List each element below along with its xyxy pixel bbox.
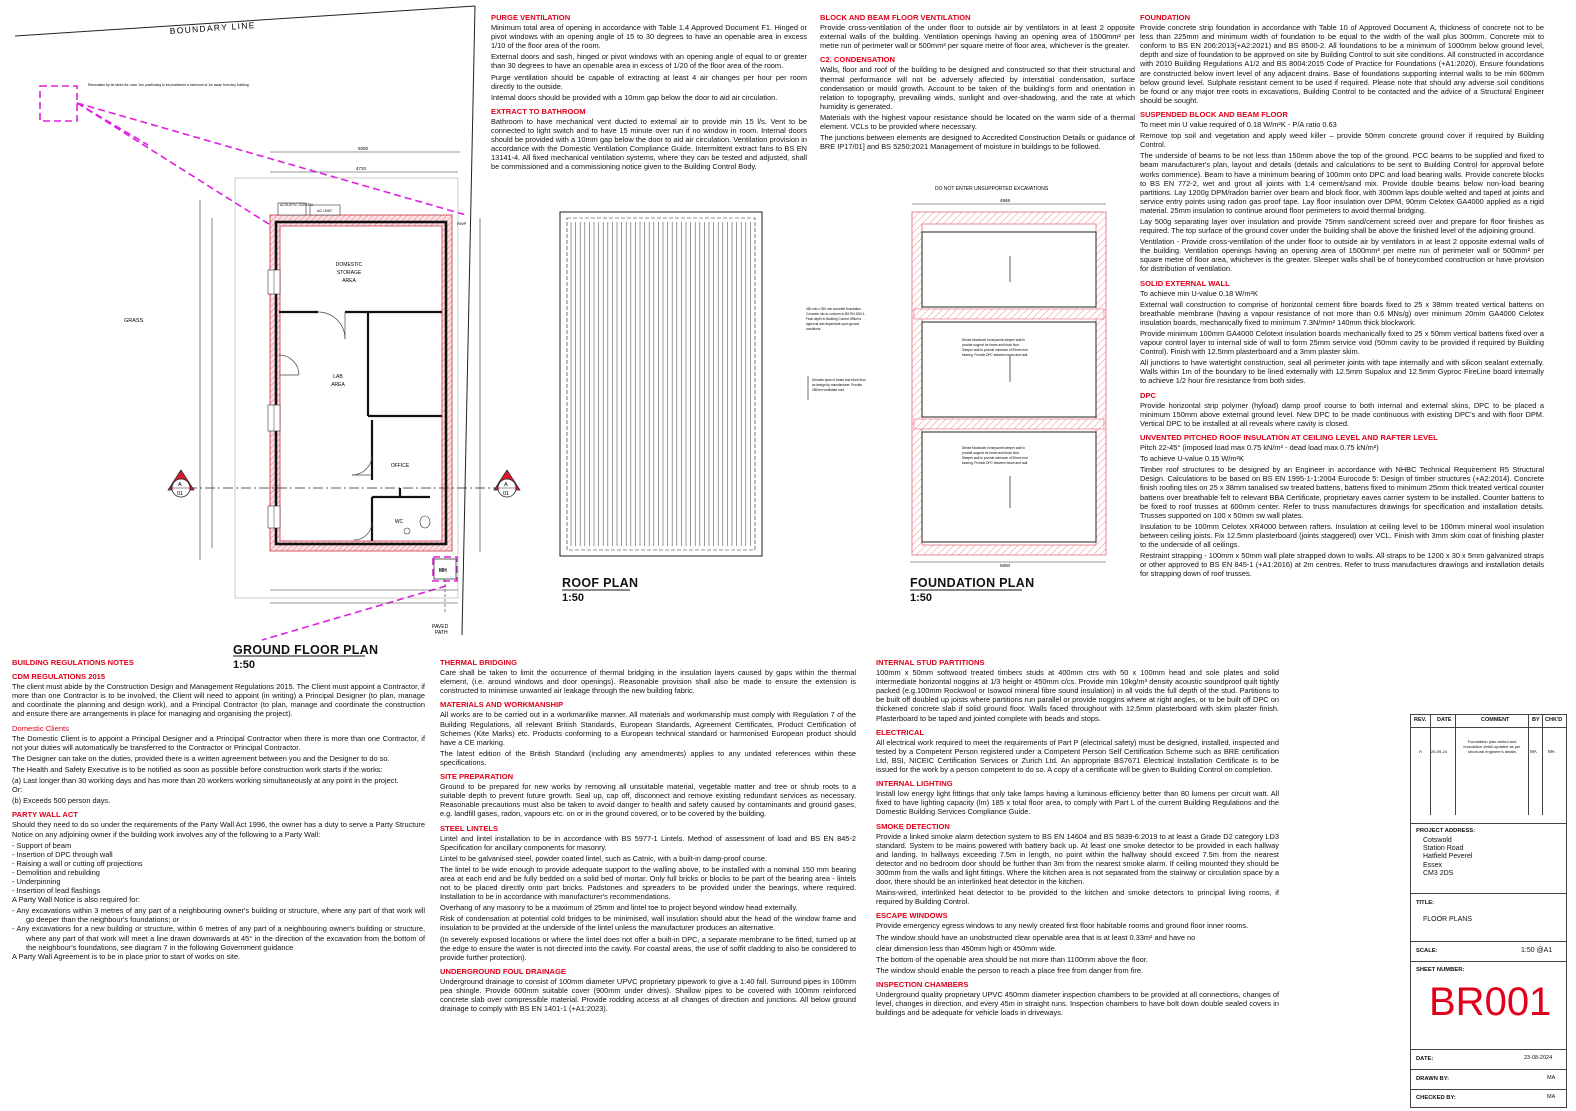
svg-text:provide support for beam and b: provide support for beam and block floor. [962,451,1020,455]
roof-plan-title: ROOF PLAN [562,576,639,590]
do-not-enter-note: DO NOT ENTER UNSUPPORTED EXCAVATIONS [935,186,1049,192]
sleeper-wall-note-1: Dense blockwork honeycomb sleeper wall to [962,338,1025,342]
note-paragraph: Or: [12,785,23,795]
room-storage-label-3: AREA [342,278,356,284]
ground-floor-plan-scale: 1:50 [233,659,256,671]
section-heading: PARTY WALL ACT [12,810,78,820]
note-paragraph: Internal doors should be provided with a 10mm gap below the door to aid air circulation. [491,92,778,102]
scale-value: 1:50 @A1 [1521,947,1553,954]
section-heading: SUSPENDED BLOCK AND BEAM FLOOR [1140,109,1288,119]
section-heading: ELECTRICAL [876,727,925,737]
svg-text:Final depth to Building Contro: Final depth to Building Control Officer's [806,317,862,321]
section-heading: UNDERGROUND FOUL DRAINAGE [440,966,567,976]
section-heading: DPC [1140,390,1157,400]
note-paragraph: Purge ventilation should be capable of extracting at least 4 air changes per hour per room directly to the outside. [491,72,807,91]
note-paragraph: Walls, floor and roof of the building to be designed and constructed so that their structural and thermal performance will not be adversely affected by interstitial condensation, surface condensation or mould growth. Account to be taken of the building's form and orientation in relation to topography, prevailing winds, sunlight and over-shadowing, and the rate at which humidity is generated. [820,65,1135,111]
section-heading: INTERNAL STUD PARTITIONS [876,658,985,667]
note-paragraph: Lay 500g separating layer over insulation and provide 75mm sand/cement screed over and prepare for floor finishes as required. The top surface of the ground cover under the building shall be above the finished level of the adjoining ground. [1140,216,1544,236]
svg-text:conditions: conditions [806,327,821,331]
note-paragraph: Underground quality proprietary UPVC 450mm diameter inspection chambers to be provided at all connections, changes of level, changes in direction, and every 45m in straight runs. Inspection chambers to have bolt down double sealed covers in buildings and be adequate for vehicle loads in driveways. [876,990,1279,1018]
note-paragraph: - Raising a wall or cutting off projections [12,858,143,868]
note-paragraph: Provide a linked smoke alarm detection system to BS EN 14604 and BS 5839-6:2019 to at least a Grade D2 category LD3 standard. System to be mains powered with battery back up. At least one smoke detector to be provided in each hallway and landing. In hallways exceeding 7.5m in length, no point within the hallway should exceed 7.5m from the nearest detector and no bedroom door should be further than 3m from the nearest smoke alarm. If ceiling mounted they should be 300mm from the walls and light fittings. Where the kitchen area is not separated from the stairway or circulation space by a door, there should be an interlinked heat detector in the kitchen. [876,831,1279,887]
section-heading: BLOCK AND BEAM FLOOR VENTILATION [820,13,971,22]
note-paragraph: Insulation to be 100mm Celotex XR4000 between rafters. Insulation at ceiling level to be 100mm mineral wool insulation between ceiling joists. Fix 12.5mm plasterboard (joints staggered) over VCL. Finish with 3mm skim coat of finishing plaster to the underside of all ceilings. [1140,521,1544,549]
roof-plan-scale: 1:50 [562,592,585,604]
note-paragraph: The bottom of the openable area should be not more than 1100mm above the floor. [876,954,1148,964]
project-address [1423,837,1472,878]
ground-floor-plan-title: GROUND FLOOR PLAN [233,643,379,657]
dim-found-width: 4868 [1000,198,1011,203]
section-heading: C2. CONDENSATION [820,55,895,65]
foundation-plan-scale: 1:50 [910,592,933,604]
note-paragraph: Provide horizontal strip polymer (hyload) damp proof course to both internal and external skins, DPC to be placed a minimum 150mm above external ground level. New DPC to be made continuous with existing DPC's and with floor DPM. Vertical DPC to be installed at all reveals where cavity is closed. [1140,400,1544,428]
rev-date: 25-09-24 [1431,749,1448,754]
note-paragraph: The Health and Safety Executive is to be notified as soon as possible before construction work starts if the works: [12,764,383,774]
svg-text:01: 01 [177,491,184,497]
drawing-title: FLOOR PLANS [1423,916,1473,923]
sheet-number: BR001 [1429,980,1552,1024]
section-heading: SITE PREPARATION [440,772,514,782]
note-paragraph: The Designer can take on the duties, provided there is a written agreement between you and the Designer to do so. [12,753,390,763]
note-paragraph: To achieve U-value 0.15 W/m²K [1140,454,1244,464]
ac-unit-label: AC UNIT [317,209,333,213]
note-paragraph: Remove top soil and vegetation and apply weed killer – provide 50mm concrete ground cover if required by Building Control. [1140,131,1544,150]
address-line: Station Road [1423,845,1464,853]
section-heading: BUILDING REGULATIONS NOTES [12,658,134,667]
section-heading: Domestic Clients [12,723,69,733]
date-value: 23-08-2024 [1524,1055,1553,1061]
grass-label: GRASS [124,318,144,324]
note-paragraph: Restraint strapping - 100mm x 50mm wall plate strapped down to walls. All straps to be 1200 x 30 x 5mm galvanized straps or other approved to BS EN 845-1 (+A1:2016) at 2m centres. Refer to truss manufactures drawings and installation details for strapping down of roof trusses. [1140,551,1544,579]
svg-text:bearing. Provide DPC between b: bearing. Provide DPC between beam and wall. [962,353,1029,357]
svg-text:A: A [178,482,182,488]
rev-comment: Foundation plan added and foundation detail updated as per structural engineer's details [1463,739,1521,754]
note-paragraph: Risk of condensation at potential cold bridges to be minimised, wall insulation should abut the head of the window frame and insulation to be provided at the underside of the lintel unless the manufacturer produces an alternative. [440,914,856,933]
date-label: DATE: [1416,1056,1434,1062]
room-lab-label: LAB [333,374,343,380]
address-line: Cotswold [1423,837,1452,844]
section-heading: INTERNAL LIGHTING [876,779,953,789]
note-paragraph: Ground to be prepared for new works by removing all unsuitable material, vegetable matter and tree or shrub roots to a suitable depth to prevent future growth. Seal up, cap off, disconnect and remove existing redundant services as necessary. Reasonable precautions must also be taken to avoid danger to health and safety caused by contaminants and ground gases, e.g. landfill gases, radon, vapours etc. on or in the ground covered, or to be covered by the building. [440,782,856,819]
manhole-label: MH [439,568,447,574]
title-block [1410,714,1567,1108]
checked-by-label: CHECKED BY: [1416,1095,1456,1101]
section-heading: UNVENTED PITCHED ROOF INSULATION AT CEILING LEVEL AND RAFTER LEVEL [1140,432,1438,442]
note-paragraph: Pitch 22-45° (imposed load max 0.75 kN/m² - dead load max 0.75 kN/m²) [1140,443,1379,453]
svg-text:01: 01 [503,491,510,497]
rev-header-rev: REV. [1414,717,1427,723]
foundation-plan [806,186,1106,590]
dim-overall: 5000 [358,146,369,151]
note-paragraph: A Party Wall Notice is also required for: [12,895,140,905]
ground-floor-plan [124,146,520,656]
note-paragraph: Care shall be taken to limit the occurrence of thermal bridging in the insulation layers caused by gaps within the thermal element, (i.e. around windows and door openings). Reasonable provision shall also be made to ensure the extension is constructed to minimise unwanted air leakage through the new building fabric. [440,668,856,696]
note-paragraph: - Demolition and rebuilding [12,867,100,877]
roof-plan [560,212,762,590]
paved-path-label-2: PATH [435,630,448,636]
paved-path-label: PAVED [432,624,449,630]
sheet-number-label: SHEET NUMBER: [1416,967,1465,973]
note-paragraph: Underground drainage to consist of 100mm diameter UPVC proprietary pipework to give a 1:40 fall. Surround pipes in 100mm pea shingle. Provide 600mm suitable cover (900mm under drives). Shallow pipes to be covered with 100mm reinforced concrete slab over compressible material. Provide rodding access at all changes of direction and junctions. All below ground drainage to comply with BS EN 1401-1 (+A1:2023). [440,976,856,1014]
note-paragraph: All electrical work required to meet the requirements of Part P (electrical safety) must be designed, installed, inspected and tested by a Competent Person registered under a Competent Person Self Certification Scheme such as BRE certification Ltd, BSI, NICEIC Certification Services or Zurich Ltd. An appropriate BS7671 Electrical Installation Certificate is to be issued for the work by a person competent to do so. A copy of a certificate will be given to Building Control on completion. [876,737,1279,775]
note-paragraph: Lintel to be galvanised steel, powder coated lintel, such as Catnic, with a built-in damp-proof course. [440,853,768,863]
note-paragraph: Provide minimum 100mm GA4000 Celotext insulation boards mechanically fixed to 25 x 50mm vertical battens fixed over a vapour control layer to internal side of wall to form 25mm service void (50mm cavity to be provided if required by Building Control). Finish with 12.5mm plasterboard and a 3mm plaster skim. [1140,329,1544,357]
note-paragraph: clear dimension less than 450mm high or 450mm wide. [876,943,1057,953]
svg-text:provide support for beam and b: provide support for beam and block floor. [962,343,1020,347]
notes-building-regs [12,653,425,963]
drawn-by-label: DRAWN BY: [1416,1076,1450,1082]
section-heading: MATERIALS AND WORKMANSHIP [440,700,564,710]
room-storage-label: DOMESTIC [335,262,363,268]
room-lab-label-2: AREA [331,382,345,388]
section-heading: EXTRACT TO BATHROOM [491,106,586,116]
note-paragraph: 100mm x 50mm softwood treated timbers studs at 400mm ctrs with 50 x 100mm head and sole plates and solid intermediate horizontal noggins at 1/3 height or 450mm c/cs. Provide min 10kg/m³ density acoustic soundproof quilt tightly packed (e.g.100mm Rockwool or Isowool mineral fibre sound insulation) in all voids the full depth of the stud. Partitions to be built off doubled up joists where partitions run parallel or provide noggins where at right angles, or to be built off DPC on thickened concrete slab if solid ground floor. Walls faced throughout with 12.5mm plasterboard with skim plaster finish. Plasterboard to be taped and jointed complete with beads and stops. [876,668,1279,723]
section-heading: SMOKE DETECTION [876,821,950,831]
rev-chkd: MA [1548,749,1555,754]
notes-materials [440,653,856,1015]
acoustic-screen-label: ACOUSTIC SCREEN [280,203,313,207]
note-paragraph: Install low energy light fittings that only take lamps having a luminous efficiency better than 80 lumens per circuit watt. All fixed to have lighting capacity (lm) 185 x total floor area, to comply with Part L of the current Building Regulations and the Domestic Building Services Compliance Guide. [876,789,1279,817]
section-heading: PURGE VENTILATION [491,13,571,22]
note-paragraph: Bathroom to have mechanical vent ducted to external air to provide min 15 l/s. Vent to be connected to light switch and to have 15 minute over run if no window in room. Internal doors should be provided with a 10mm gap below the door to aid air circulation. Ventilation provision in accordance with the Domestic Ventilation Compliance Guide. Intermittent extract fans to BS EN 13141-4. All fixed mechanical ventilation systems, where they can be tested and adjusted, shall be commissioned and a commissioning notice given to the Building Control Body. [491,116,807,172]
rev-by: MA [1530,749,1537,754]
note-paragraph: - Any excavations within 3 metres of any part of a neighbouring owner's building or structure, where any part of that work will go deeper than the neighbour's foundations; or [12,906,425,925]
foundation-note: 450 min x 250 min concrete foundation [806,307,861,311]
note-paragraph: (a) Last longer than 30 working days and has more than 20 workers working simultaneously at any point in the project. [12,776,399,786]
section-heading: STEEL LINTELS [440,823,499,833]
note-paragraph: Lintel and lintel installation to be in accordance with BS 5977-1 Lintels. Method of assessment of load and BS EN 845-2 Specification for ancillary components for masonry. [440,833,856,852]
svg-text:Sleeper wall to provide minimu: Sleeper wall to provide minimum of 90mm end [962,348,1028,352]
note-paragraph: A Party Wall Agreement is to be in place prior to start of works on site. [12,951,241,961]
section-heading: SOLID EXTERNAL WALL [1140,278,1230,288]
boundary-note: Renovation by be taken for room 1m² positioning to be positioned a minimum of 1m away from any building [88,83,249,87]
beam-direction-note: Denotes span of beam and block floor [812,378,866,382]
note-paragraph: Materials with the highest vapour resistance should be located on the warm side of a thermal element. VCLs to be provided where necessary. [820,112,1135,132]
notes-electrical [876,653,1279,1019]
note-paragraph: - Underpinning [12,876,61,886]
note-paragraph: Provide emergency egress windows to any newly created first floor habitable rooms and ground floor inner rooms. [876,921,1249,931]
rev-letter: A [1419,749,1423,754]
dim-found-bottom: 5800 [1000,563,1011,568]
note-paragraph: All works are to be carried out in a workmanlike manner. All materials and workmanship must comply with Regulation 7 of the Building Regulations, all relevant British Standards, European Standards, Agreement Certificates, Product Certification of Schemes (Kite Marks) etc. Products conforming to a European technical standard or harmonised European product should have a CE marking. [440,710,856,747]
checked-by-value: MA [1547,1094,1556,1100]
notes-foundation [1140,8,1544,580]
note-paragraph: The client must abide by the Construction Design and Management Regulations 2015. The Client must appoint a Contractor, if more than one Contractor is to be involved, the Client will need to appoint (in writing) a Principal Designer (to plan, manage and coordinate the planning and design work), and a Principal Contractor (to plan, manage and coordinate the construction and ensure there are arrangements in place for managing and organising the project). [12,682,425,719]
section-heading: THERMAL BRIDGING [440,658,518,667]
address-line: Hatfield Peverel [1423,853,1473,861]
section-heading: CDM REGULATIONS 2015 [12,672,106,682]
note-paragraph: - Insertion of DPC through wall [12,849,113,859]
note-paragraph: (In severely exposed locations or where the lintel does not offer a built-in DPC, a separate membrane to be fitted, turned up at the edge to ensure the water is not directed into the cavity. For coastal areas, the use of soffit cladding to also be considered to provide further protection). [440,934,856,962]
rev-header-comment: COMMENT [1481,717,1510,723]
section-heading: ESCAPE WINDOWS [876,911,948,921]
note-paragraph: The latest edition of the British Standard (including any amendments) applies to any undated references within these specifications. [440,748,856,767]
boundary-label: BOUNDARY LINE [169,20,256,36]
note-paragraph: To meet min U value required of 0.18 W/m²K - P/A ratio 0.63 [1140,120,1337,130]
note-paragraph: (b) Exceeds 500 person days. [12,796,111,806]
section-heading: INSPECTION CHAMBERS [876,979,969,989]
notes-condensation [820,8,1135,153]
note-paragraph: Provide concrete strip foundation in accordance with Table 10 of Approved Document A, thickness of concrete not to be less than 225mm and minimum width of foundation to be equal to the width of the wall plus 300mm. Concrete mix to conform to BS EN 206:2013(+A2:2021) and BS 8500-2. All foundations to be a minimum of 1000mm below ground level, depth and size of foundation to be approved on site by Building Control to suit site conditions. All constructed in accordance with 2010 Building Regulations A1/2 and BS 8004:2015 Code of Practice for Foundations (+A1:2020). Ensure foundations are constructed below invert level of any adjacent drains. Base of foundations supporting internal walls to be min 600mm below ground level. Sulphate resistant cement to be used if required. Please note that should any adverse soil conditions be found or any major tree roots in excavations, Building Control to be contacted and the advice of a Structural Engineer should be sought. [1140,23,1544,105]
room-wc-label: WC [394,519,404,525]
section-marker-right [494,470,520,497]
note-paragraph: - Any excavations for a new building or structure, within 6 metres of any part of a neighbouring owner's building or structure, where any part of that work will meet a line drawn downwards at 45° in the direction of the excavation from the bottom of the neighbour's foundations, see diagram 7 in the following Government guidance [12,924,425,952]
note-paragraph: The window should have an unobstructed clear openable area that is at least 0.33m² and have no [876,932,1196,942]
address-line: CM3 2DS [1423,869,1454,877]
dim-inner: 4720 [356,166,367,171]
note-paragraph: Ventilation - Provide cross-ventilation of the under floor to outside air by ventilators in at least 2 opposite external walls of the building. Ventilation openings having an opening area of 1500mm² per metre run of perimeter wall or 500mm² per square metre of floor area, whichever is the greater. Sleeper walls shall be of honeycombed construction or have provision for distribution of ventilation. [1140,237,1544,274]
note-paragraph: All junctions to have watertight construction, seal all perimeter joints with tape internally and with silicon sealant externally. Walls within 1m of the boundary to be lined externally with 12.5mm Supalux and 12.5mm Gyproc FireLine board internally to achieve 1/2 hour fire resistance from both sides. [1140,358,1544,386]
svg-text:Concrete mix to conform to BS: Concrete mix to conform to BS EN 206+1. [806,312,866,316]
svg-text:250mm ventilated void.: 250mm ventilated void. [812,388,845,392]
foundation-plan-title: FOUNDATION PLAN [910,576,1035,590]
rev-header-by: BY [1532,717,1540,723]
note-paragraph: Overhang of any masonry to be a maximum of 25mm and lintel toe to project beyond window head externally. [440,903,798,913]
project-address-label: PROJECT ADDRESS: [1416,828,1476,834]
note-paragraph: External doors and sash, hinged or pivot windows with an opening angle of equal to or greater than 30 degrees to have an openable area in excess of 1/20 of the floor area of the room. [491,52,807,71]
note-paragraph: The junctions between elements are designed to Accredited Construction Details or guidance of BRE IP17/01] and BS 5250:2021 Management of moisture in buildings to be followed. [820,133,1135,152]
svg-text:A: A [504,482,508,488]
note-paragraph: The lintel to be wide enough to provide adequate support to the walling above, to be installed with a nominal 150 mm bearing area at each end and be fully bedded on a solid bed of mortar. Only full bricks or blocks to be part of the bearing area - lintels not to be placed directly onto part bricks. Padstones and spreaders to be provided under the bearings, where required. Installation to be in accordance with manufacturer's recommendations. [440,864,856,902]
svg-text:as design by manufacturer. Pro: as design by manufacturer. Provide [812,383,862,387]
note-paragraph: - Insertion of lead flashings [12,886,101,896]
svg-text:bearing. Provide DPC between b: bearing. Provide DPC between beam and wall. [962,461,1029,465]
note-paragraph: External wall construction to comprise of horizontal cement fibre boards fixed to 25 x 38mm treated vertical battens on breathable membrane (having a vapour resistance of not more than 0.6 MNs/g) over minimum 20mm GA4000 Celotex insulation boards, mechanically fixed to minimum 7.3N/mm² 140mm thick blockwork. [1140,299,1544,327]
notes-ventilation [491,8,807,174]
svg-text:approval and dependant upon gr: approval and dependant upon ground [806,322,860,326]
rev-header-chkd: CHK'D [1545,717,1563,723]
scale-label: SCALE: [1416,948,1438,954]
note-paragraph: To achieve min U-value 0.18 W/m²K [1140,288,1258,298]
boundary-distance-lines [40,86,466,640]
section-heading: FOUNDATION [1140,13,1191,22]
rwp-label: RWP [457,221,467,226]
note-paragraph: Should they need to do so under the requirements of the Party Wall Act 1996, the owner has a duty to serve a Party Structure Notice on any adjoining owner if the building work involves any of the following to a Party Wall: [12,820,425,839]
note-paragraph: The Domestic Client is to appoint a Principal Designer and a Principal Contractor when there is more than one Contractor, if not your duties will automatically be transferred to the Contractor or Principal Contractor. [12,733,425,752]
address-line: Essex [1423,861,1443,869]
drawn-by-value: MA [1547,1075,1556,1081]
svg-text:Sleeper wall to provide minimu: Sleeper wall to provide minimum of 90mm end [962,456,1028,460]
sleeper-wall-note-2: Dense blockwork honeycomb sleeper wall to [962,446,1025,450]
section-marker-left [168,470,194,497]
note-paragraph: The underside of beams to be not less than 150mm above the top of the ground. PCC beams to be supplied and fixed to beam manufacturer's plan, layout and details (details and calculations to be sent to Building Control for approval before works commence). Beam to have a minimum bearing of 100mm onto DPC and load bearing walls. Provide concrete blocks to BS EN 772-2, wet and grout all joints with 1:4 cement/sand mix. Provide double beams below non-load bearing partitions. Lay 1200g DPM/radon barrier over beam and block floor, with 300mm laps double welted and taped at joints and service entry points using radon gas proof tape. Lay floor insulation over DPM, 90mm Celotex GA4000 applied as a rigid material. 25mm insulation to continue around floor perimeters to avoid thermal bridging. [1140,151,1544,215]
note-paragraph: Mains-wired, interlinked heat detector to be provided to the kitchen and smoke detectors to principal living rooms, if required by Building Control. [876,888,1279,907]
note-paragraph: The window should enable the person to reach a place free from danger from fire. [876,965,1144,975]
room-storage-label-2: STORAGE [336,270,362,276]
title-label: TITLE: [1416,900,1435,906]
rev-header-date: DATE [1437,717,1452,723]
note-paragraph: Minimum total area of opening in accordance with Table 1.4 Approved Document F1. Hinged or pivot windows with an opening angle of 15 to 30 degrees to have an openable area in excess 1/10 of the floor area of the room. [491,23,807,51]
note-paragraph: Provide cross-ventilation of the under floor to outside air by ventilators in at least 2 opposite external walls of the building. Ventilation openings having an opening area of 1500mm² per metre run of perimeter wall or 500mm² per square metre of floor area, whichever is the greater. [820,23,1135,51]
note-paragraph: - Support of beam [12,840,72,850]
room-office-label: OFFICE [390,463,410,469]
note-paragraph: Timber roof structures to be designed by an Engineer in accordance with NHBC Technical Requirement R5 Structural Design. Calculations to be based on BS EN 1995-1-1:2004 Eurocode 5: Design of timber structures (+A2:2014). Concrete finish roofing tiles on 25 x 38mm tanalised sw treated battens, battens fixed to minimum 25mm thick treated vertical counter battens over breathable felt to relevant BBA Certificate, proprietary eaves carrier system to be installed. Counter battens to be fixed to roof trusses at 600mm center. Refer to truss manufactures drawings for specification and installation details. Trusses supported on 100 x 50mm sw wall plates. [1140,465,1544,520]
